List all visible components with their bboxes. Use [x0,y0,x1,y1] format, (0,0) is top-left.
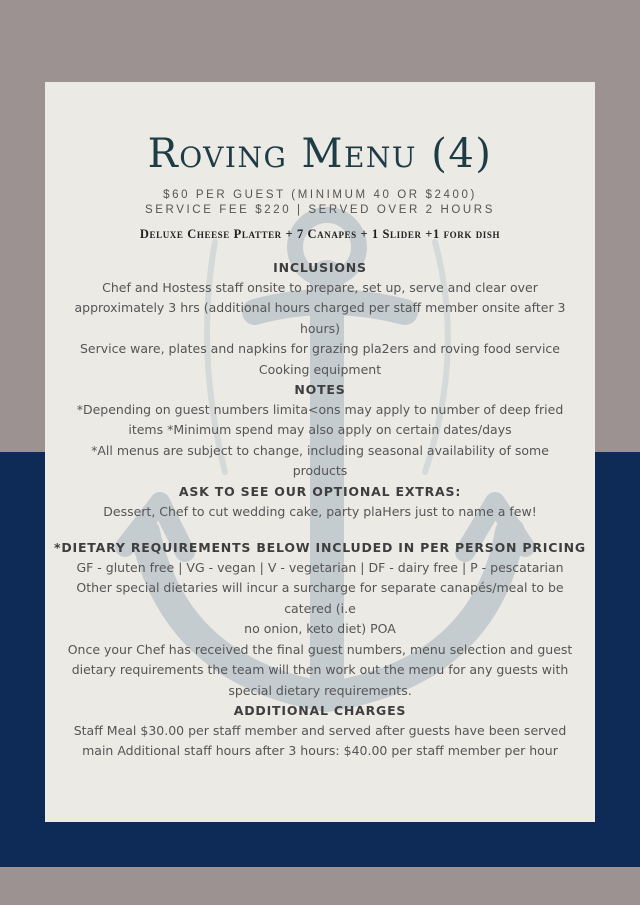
bottom-background-band [0,867,640,905]
page-title: Roving Menu (4) [147,131,493,177]
notes-text-menus: *All menus are subject to change, including seasonal availability of some products [91,442,549,479]
inclusions-text-equipment: Service ware, plates and napkins for grazing pla2ers and roving food service Cooking equipment [79,341,560,377]
notes-heading: NOTES [294,382,346,398]
extras-heading: ASK TO SEE OUR OPTIONAL EXTRAS: [178,483,462,499]
dietary-heading: *DIETARY REQUIREMENTS BELOW INCLUDED IN PER PERSON PRICING [54,540,586,556]
menu-card [45,82,595,822]
dietary-text-examples: no onion, keto diet) POA [244,621,396,637]
inclusions-text-staff: Chef and Hostess staff onsite to prepare, set up, serve and clear over approximately 3 hrs (additional hours charged per staff member onsite after 3 hours) [74,280,566,336]
dietary-text-process: Once your Chef has received the final guest numbers, menu selection and guest dietary requirements the team will then work out the menu for any guests with special dietary requirements. [67,641,573,698]
price-line: $60 PER GUEST (MINIMUM 40 OR $2400) [163,189,477,201]
charges-heading: ADDITIONAL CHARGES [233,702,407,718]
charges-text: Staff Meal $30.00 per staff member and served after guests have been served main Additional staff hours after 3 hours: $40.00 per staff member per hour [73,722,567,759]
service-fee-line: SERVICE FEE $220 | SERVED OVER 2 HOURS [145,204,495,216]
package-line: Deluxe Cheese Platter + 7 Canapes + 1 Slider +1 fork dish [139,227,501,241]
notes-text-limitations: *Depending on guest numbers limita<ons may apply to number of deep fried items *Minimum spend may also apply on certain dates/days [76,402,564,438]
inclusions-heading: INCLUSIONS [273,260,367,275]
extras-text: Dessert, Chef to cut wedding cake, party plaHers just to name a few! [103,503,537,519]
dietary-text-codes: GF - gluten free | VG - vegan | V - vegetarian | DF - dairy free | P - pescatarian Other special dietaries will incur a surcharge for separate canapés/meal to be catered (i.e [76,560,564,616]
